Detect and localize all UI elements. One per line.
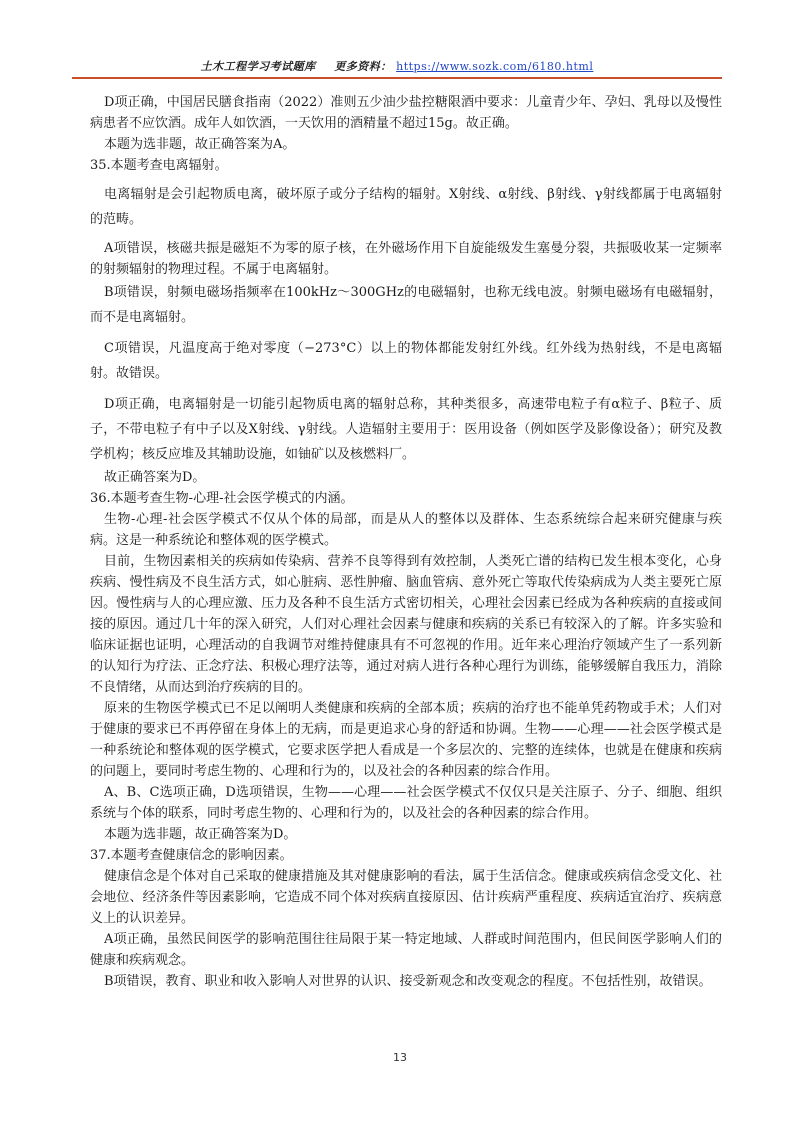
paragraph: 健康信念是个体对自己采取的健康措施及其对健康影响的看法，属于生活信念。健康或疾病信念受文化、社会地位、经济条件等因素影响，它造成不同个体对疾病直接原因、估计疾病严重程度、疾病适宜治疗、疾病意义上的认识差异。	[90, 869, 722, 926]
header-more-label: 更多资料：	[334, 60, 392, 73]
paragraph: B项错误，射频电磁场指频率在100kHz～300GHz的电磁辐射，也称无线电波。射频电磁场有电磁辐射，而不是电离辐射。	[90, 285, 722, 325]
paragraph: 生物-心理-社会医学模式不仅从个体的局部，而是从人的整体以及群体、生态系统综合起来研究健康与疾病。这是一种系统论和整体观的医学模式。	[90, 512, 722, 548]
paragraph: 故正确答案为D。	[104, 470, 206, 485]
paragraph: 目前，生物因素相关的疾病如传染病、营养不良等得到有效控制，人类死亡谱的结构已发生根本变化，心身疾病、慢性病及不良生活方式，如心脏病、恶性肿瘤、脑血管病、意外死亡等取代传染病成为人类主要死亡原因。慢性病与人的心理应激、压力及各种不良生活方式密切相关，心理社会因素已经成为各种疾病的直接或间接的原因。通过几十年的深入研究，人们对心理社会因素与健康和疾病的关系已有较深入的了解。许多实验和临床证据也证明，心理活动的自我调节对维持健康具有不可忽视的作用。近年来心理治疗领域产生了一系列新的认知行为疗法、正念疗法、积极心理疗法等，通过对病人进行各种心理行为训练，能够缓解自我压力，消除不良情绪，从而达到治疗疾病的目的。	[90, 554, 722, 695]
paragraph: 本题为选非题，故正确答案为D。	[104, 827, 297, 842]
paragraph: D项正确，中国居民膳食指南（2022）准则五少油少盐控糖限酒中要求：儿童青少年、孕妇、乳母以及慢性病患者不应饮酒。成年人如饮酒，一天饮用的酒精量不超过15g。故正确。	[90, 95, 722, 131]
header-rule	[72, 77, 722, 79]
question-heading: 36.本题考查生物-心理-社会医学模式的内涵。	[90, 491, 354, 506]
paragraph: A项错误，核磁共振是磁矩不为零的原子核，在外磁场作用下自旋能级发生塞曼分裂，共振吸收某一定频率的射频辐射的物理过程。不属于电离辐射。	[90, 241, 722, 277]
paragraph: 电离辐射是会引起物质电离，破坏原子或分子结构的辐射。X射线、α射线、β射线、γ射线都属于电离辐射的范畴。	[90, 187, 722, 227]
question-heading: 35.本题考查电离辐射。	[90, 158, 228, 173]
header-title: 土木工程学习考试题库	[200, 60, 316, 73]
question-heading: 37.本题考查健康信念的影响因素。	[90, 848, 293, 863]
paragraph: 本题为选非题，故正确答案为A。	[104, 137, 296, 152]
paragraph: 原来的生物医学模式已不足以阐明人类健康和疾病的全部本质；疾病的治疗也不能单凭药物或手术；人们对于健康的要求已不再停留在身体上的无病，而是更追求心身的舒适和协调。生物——心理——社会医学模式是一种系统论和整体观的医学模式，它要求医学把人看成是一个多层次的、完整的连续体，也就是在健康和疾病的问题上，要同时考虑生物的、心理和行为的，以及社会的各种因素的综合作用。	[90, 701, 722, 779]
paragraph: C项错误，凡温度高于绝对零度（−273°C）以上的物体都能发射红外线。红外线为热射线，不是电离辐射。故错误。	[90, 341, 722, 381]
paragraph: A、B、C选项正确，D选项错误，生物——心理——社会医学模式不仅仅只是关注原子、分子、细胞、组织系统与个体的联系，同时考虑生物的、心理和行为的，以及社会的各种因素的综合作用。	[90, 785, 722, 821]
paragraph: B项错误，教育、职业和收入影响人对世界的认识、接受新观念和改变观念的程度。不包括性别，故错误。	[104, 974, 712, 989]
page-header	[72, 58, 722, 76]
paragraph: D项正确，电离辐射是一切能引起物质电离的辐射总称，其种类很多，高速带电粒子有α粒子、β粒子、质子，不带电粒子有中子以及X射线、γ射线。人造辐射主要用于：医用设备（例如医学及影像设备）；研究及教学机构；核反应堆及其辅助设施，如铀矿以及核燃料厂。	[90, 397, 722, 462]
header-link[interactable]: https://www.sozk.com/6180.html	[396, 60, 594, 73]
paragraph: A项正确，虽然民间医学的影响范围往往局限于某一特定地域、人群或时间范围内，但民间医学影响人们的健康和疾病观念。	[90, 932, 722, 968]
page-number: 13	[393, 1051, 407, 1064]
page-body	[90, 92, 722, 992]
